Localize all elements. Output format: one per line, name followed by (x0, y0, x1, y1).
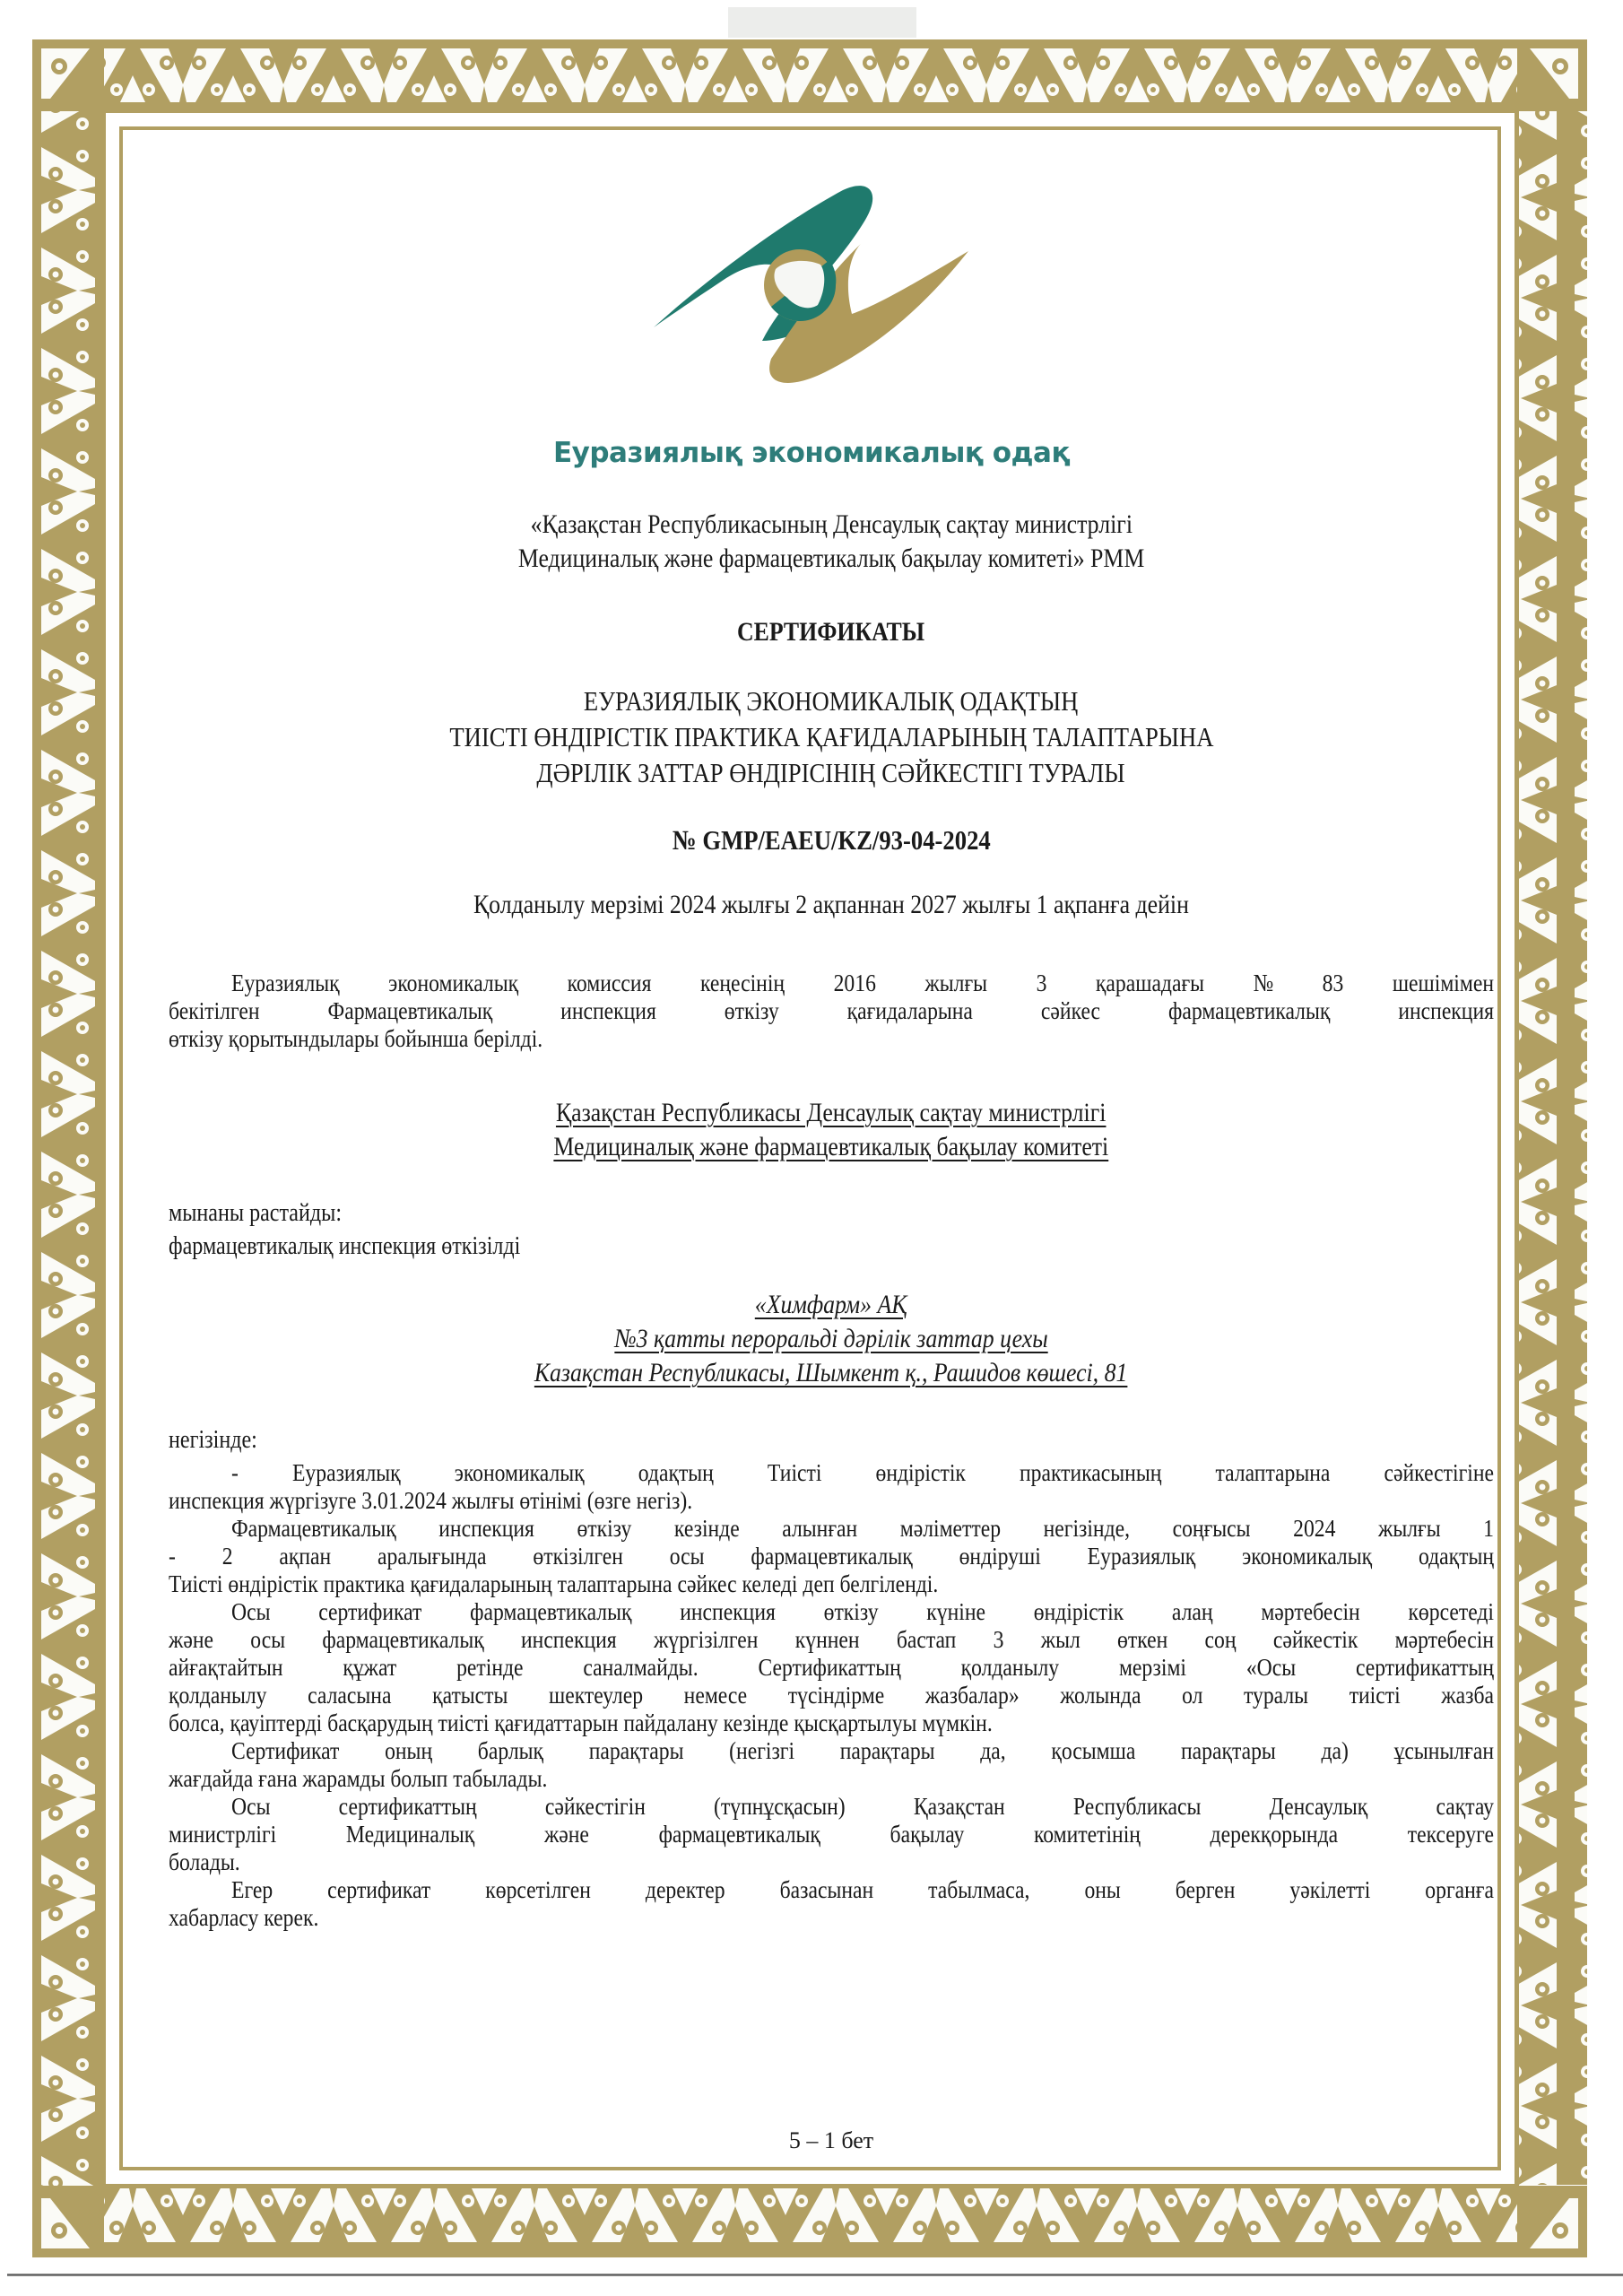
paragraph-line: өткізу қорытындылары бойынша берілді. (169, 1024, 543, 1052)
confirmation-line: мынаны растайды: (169, 1199, 343, 1227)
issuer-heading (169, 508, 1494, 576)
issuer-line: «Қазақстан Республикасының Денсаулық сақтау министрлігі (530, 509, 1133, 539)
paragraph-line: және осы фармацевтикалық инспекция жүргізілген күннен бастап 3 жыл өткен соң сәйкестік мәртебесін (169, 1625, 1494, 1653)
paragraph-line: Осы сертификаттың сәйкестігін (түпнұсқасын) Қазақстан Республикасы Денсаулық сақтау (231, 1792, 1494, 1820)
basis-paragraph (169, 1514, 1494, 1597)
manufacturer-site: №3 қатты пероральді дәрілік заттар цехы (614, 1324, 1048, 1353)
paragraph-line: Сертификат оның барлық парақтары (негізгі парақтары да, қосымша парақтары да) ұсынылған (231, 1736, 1494, 1764)
paragraph-line: - Еуразиялық экономикалық одақтың Тиісті өндірістік практикасының талаптарына сәйкестігіне (231, 1458, 1494, 1486)
page-number (169, 2127, 1494, 2154)
border-bottom-band (104, 2186, 1517, 2257)
certificate-number-text: № GMP/EAEU/KZ/93-04-2024 (672, 824, 991, 856)
eaeu-emblem-icon (628, 170, 986, 395)
paragraph-line: Егер сертификат көрсетілген деректер базасынан табылмаса, оны берген уәкілетті органға (231, 1875, 1494, 1903)
paragraph-line: қолданылу саласына қатысты шектеулер немесе түсіндірме жазбалар» жолында ол туралы тиісті жазба (169, 1681, 1494, 1709)
paragraph-line: Осы сертификат фармацевтикалық инспекция өткізу күніне өндірістік алаң мәртебесін көрсетеді (231, 1597, 1494, 1625)
subject-line: ЕУРАЗИЯЛЫҚ ЭКОНОМИКАЛЫҚ ОДАҚТЫҢ (584, 685, 1079, 717)
organization-name: Еуразиялық экономикалық одақ (552, 437, 1070, 469)
validity-period (169, 888, 1494, 922)
border-top-band (104, 39, 1517, 111)
issuer-line: Медициналық және фармацевтикалық бақылау комитеті» РММ (517, 544, 1145, 573)
paragraph-line: бекітілген Фармацевтикалық инспекция өткізу қағидаларына сәйкес фармацевтикалық инспекция (169, 996, 1494, 1024)
basis-paragraphs (169, 1458, 1494, 1931)
basis-label-text: негізінде: (169, 1426, 257, 1454)
validity-text: Қолданылу мерзімі 2024 жылғы 2 ақпаннан 2027 жылғы 1 ақпанға дейін (473, 890, 1189, 919)
certificate-title (169, 615, 1494, 649)
confirmation-line: фармацевтикалық инспекция өткізілді (169, 1232, 521, 1260)
paragraph-line: Еуразиялық экономикалық комиссия кеңесінің 2016 жылғы 3 қарашадағы № 83 шешімімен (231, 969, 1494, 996)
paragraph-line: айғақтайтын құжат ретінде саналмайды. Сертификаттың қолданылу мерзімі «Осы сертификаттың (169, 1653, 1494, 1681)
issuing-authority (169, 1096, 1494, 1164)
subject-line: ТИІСТІ ӨНДІРІСТІК ПРАКТИКА ҚАҒИДАЛАРЫНЫҢ ТАЛАПТАРЫНА (448, 721, 1214, 752)
paragraph-line: хабарласу керек. (169, 1903, 319, 1931)
certificate-subject (169, 683, 1494, 791)
basis-paragraph (169, 1875, 1494, 1931)
basis-label (169, 1426, 272, 1455)
manufacturer-name: «Химфарм» АҚ (755, 1290, 907, 1319)
border-corner-bottom-left (32, 2186, 104, 2257)
subject-line: ДӘРІЛІК ЗАТТАР ӨНДІРІСІНІҢ СӘЙКЕСТІГІ ТУРАЛЫ (536, 757, 1126, 788)
confirmation-text (169, 1196, 577, 1263)
page-number-text: 5 – 1 бет (788, 2127, 874, 2153)
paragraph-line: Тиісті өндірістік практика қағидаларының талаптарына сәйкес келеді деп белгіленді. (169, 1570, 939, 1597)
paragraph-line: жағдайда ғана жарамды болып табылады. (169, 1764, 548, 1792)
border-corner-top-left (32, 39, 104, 111)
basis-paragraph (169, 1458, 1494, 1514)
paragraph-line: Фармацевтикалық инспекция өткізу кезінде алынған мәліметтер негізінде, соңғысы 2024 жылғы 1 (231, 1514, 1494, 1542)
manufacturer-address: Казақстан Республикасы, Шымкент қ., Рашидов көшесі, 81 (534, 1358, 1128, 1387)
border-corner-top-right (1517, 39, 1587, 111)
border-right-band (1517, 110, 1587, 2185)
paragraph-line: инспекция жүргізуге 3.01.2024 жылғы өтінімі (өзге негіз). (169, 1486, 693, 1514)
paragraph-line: министрлігі Медициналық және фармацевтикалық бақылау комитетінің дерекқорында тексеруге (169, 1820, 1494, 1848)
paragraph-line: болса, қауіптерді басқарудың тиісті қағидаттарын пайдалану кезінде қысқартылуы мүмкін. (169, 1709, 993, 1736)
border-corner-bottom-right (1517, 2186, 1587, 2257)
intro-paragraph (169, 969, 1494, 1052)
manufacturer-details (169, 1288, 1494, 1390)
paragraph-line: - 2 ақпан аралығында өткізілген осы фармацевтикалық өндіруші Еуразиялық экономикалық одақтың (169, 1542, 1494, 1570)
authority-line: Медициналық және фармацевтикалық бақылау комитеті (553, 1132, 1109, 1161)
certificate-number (169, 823, 1494, 857)
basis-paragraph (169, 1597, 1494, 1736)
authority-line: Қазақстан Республикасы Денсаулық сақтау министрлігі (556, 1098, 1107, 1127)
paragraph-line: болады. (169, 1848, 240, 1875)
certificate-title-text: СЕРТИФИКАТЫ (737, 617, 925, 647)
basis-paragraph (169, 1792, 1494, 1875)
basis-paragraph (169, 1736, 1494, 1792)
border-left-band (32, 111, 104, 2186)
